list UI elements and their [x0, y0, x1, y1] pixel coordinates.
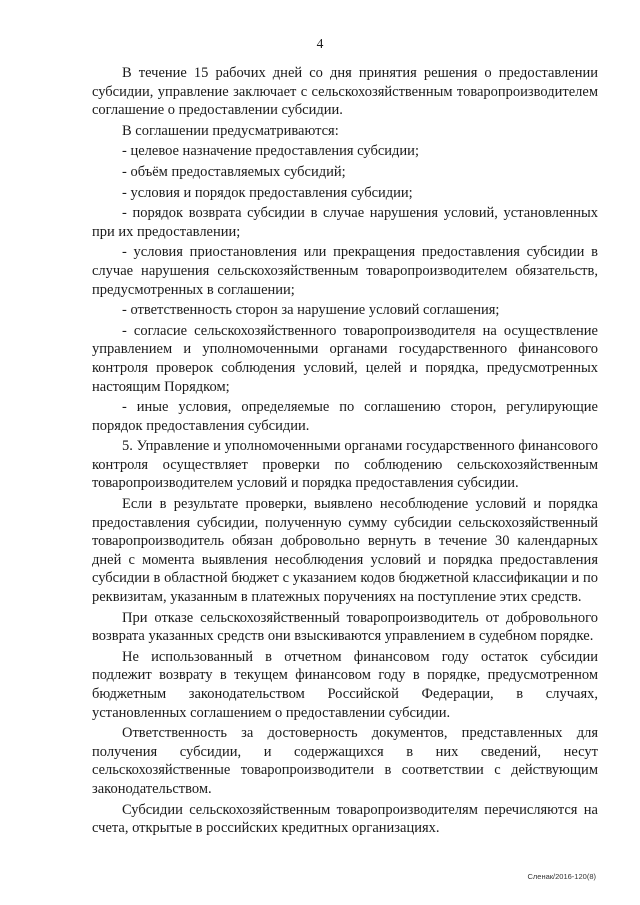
paragraph-refusal: При отказе сельскохозяйственный товаропроизводитель от добровольного возврата указанных средств они взыскиваются управлением в судебном порядке.: [92, 609, 598, 645]
paragraph-agreement-term: В течение 15 рабочих дней со дня принятия решения о предоставлении субсидии, управление заключает с сельскохозяйственным товаропроизводителем соглашение о предоставлении субсидии.: [92, 65, 598, 119]
list-item-responsibility: - ответственность сторон за нарушение условий соглашения;: [122, 302, 500, 319]
list-item-suspension: - условия приостановления или прекращения предоставления субсидии в случае нарушения сельскохозяйственным товаропроизводителем обязательств, предусмотренных в соглашении;: [92, 244, 598, 298]
list-item-return-procedure: - порядок возврата субсидии в случае нарушения условий, установленных при их предоставлении;: [92, 205, 598, 240]
document-body: [92, 64, 598, 840]
list-item-volume: - объём предоставляемых субсидий;: [122, 163, 346, 180]
page-number: 4: [316, 36, 324, 51]
paragraph-agreement-contents-intro: В соглашении предусматриваются:: [122, 122, 339, 139]
list-item-conditions: - условия и порядок предоставления субсидии;: [122, 184, 413, 201]
paragraph-transfer-accounts: Субсидии сельскохозяйственным товаропроизводителям перечисляются на счета, открытые в российских кредитных организациях.: [92, 801, 598, 837]
paragraph-section-5: 5. Управление и уполномоченными органами государственного финансового контроля осуществляет проверки по соблюдению сельскохозяйственным товаропроизводителем условий и порядка предоставления субсидии.: [92, 438, 598, 492]
list-item-other-conditions: - иные условия, определяемые по соглашению сторон, регулирующие порядок предоставления субсидии.: [92, 399, 598, 434]
list-item-purpose: - целевое назначение предоставления субсидии;: [122, 143, 419, 160]
paragraph-violation-return: Если в результате проверки, выявлено несоблюдение условий и порядка предоставления субсидии, полученную сумму субсидии сельскохозяйственный товаропроизводитель обязан добровольно вернуть в течение 30 календарных дней с момента выявления несоблюдения условий и порядка предоставления субсидии в областной бюджет с указанием кодов бюджетной классификации и по реквизитам, указанным в платежных поручениях на поступление этих средств.: [92, 496, 598, 606]
paragraph-unused-balance: Не использованный в отчетном финансовом году остаток субсидии подлежит возврату в текущем финансовом году в порядке, предусмотренном бюджетным законодательством Российской Федерации, в случаях, установленных соглашением о предоставлении субсидии.: [92, 648, 598, 721]
footer-document-code: Сленак/2016-120(8): [527, 872, 596, 881]
list-item-consent: - согласие сельскохозяйственного товаропроизводителя на осуществление управлением и уполномоченными органами государственного финансового контроля проверок соблюдения условий, целей и порядка, предусмотренных настоящим Порядком;: [92, 322, 598, 395]
paragraph-document-responsibility: Ответственность за достоверность документов, представленных для получения субсидии, и содержащихся в них сведений, несут сельскохозяйственные товаропроизводители в соответствии с действующим законодательством.: [92, 725, 598, 797]
